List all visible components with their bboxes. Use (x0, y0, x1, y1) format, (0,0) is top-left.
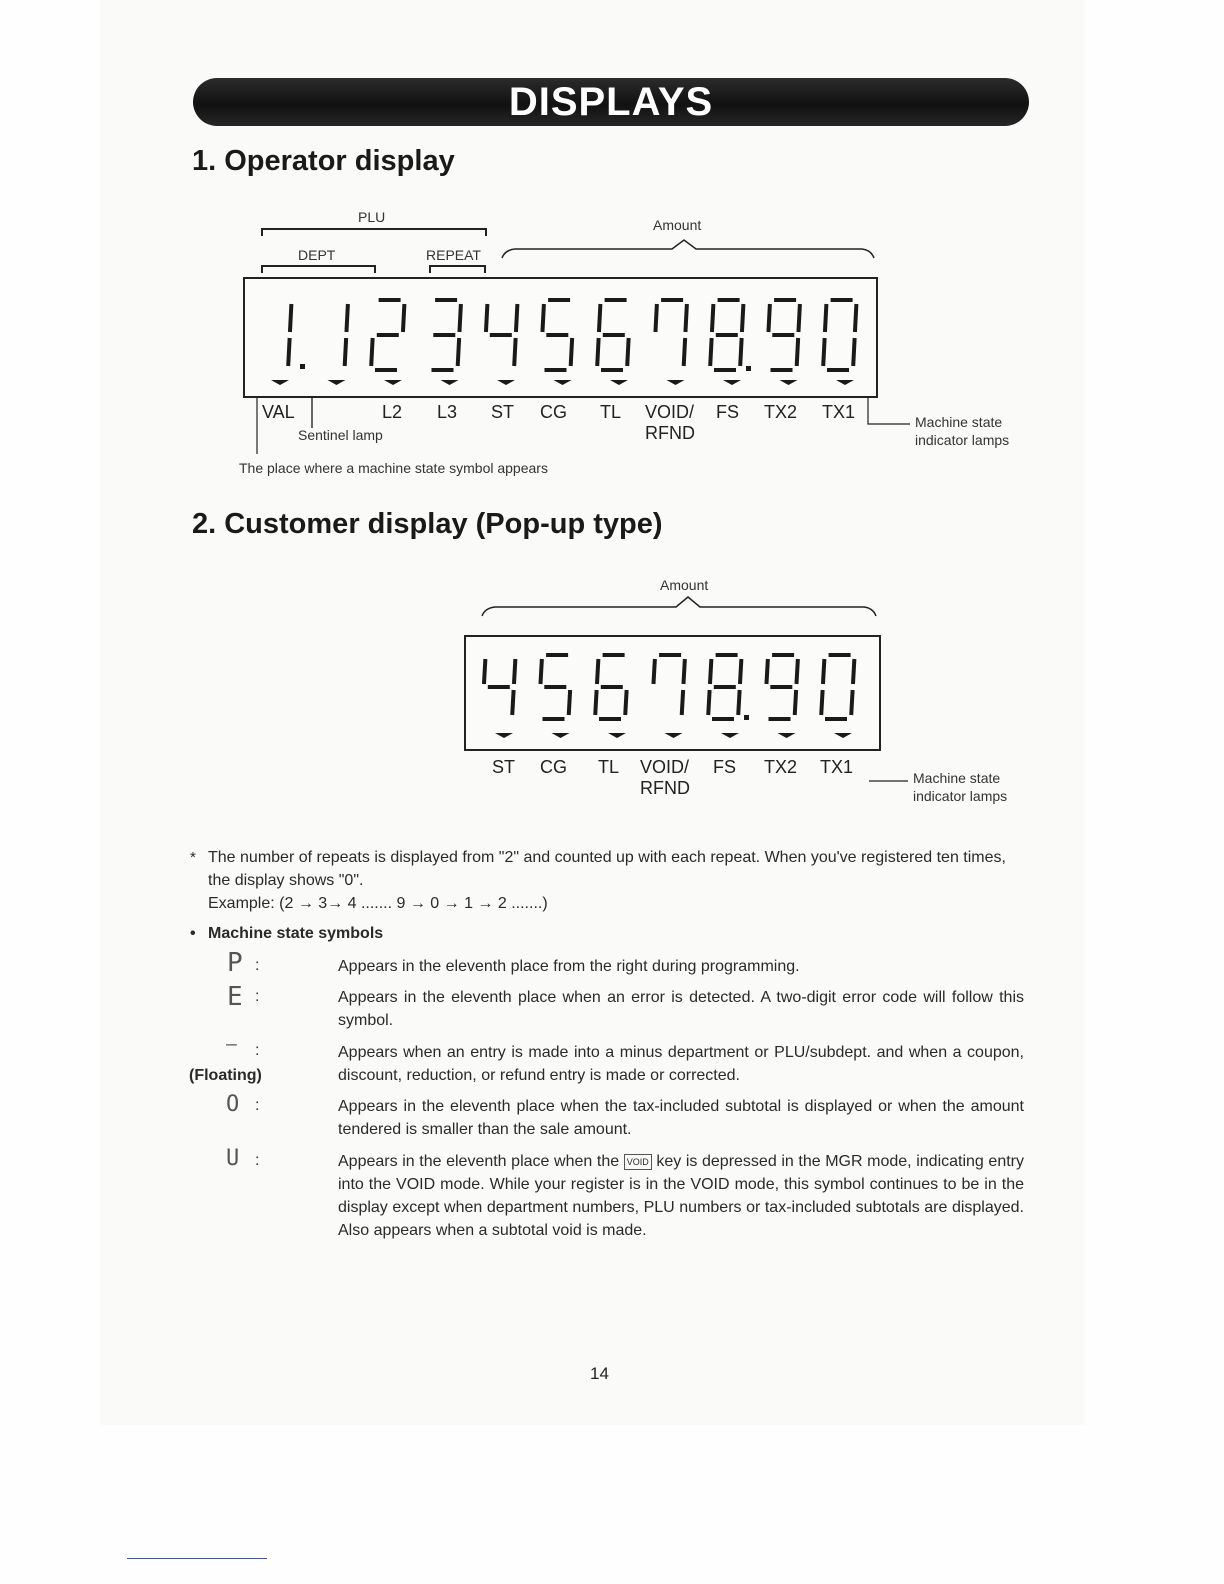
segment-b (683, 659, 684, 684)
segment-f (484, 659, 485, 684)
customer-indicator-label-2: indicator lamps (913, 788, 1008, 804)
segment-c (569, 690, 570, 715)
segment-c (625, 690, 626, 715)
lamp-arrow-icon (721, 733, 739, 738)
symbol-e-description: Appears in the eleventh place when an error is detected. A two-digit error code will follow this symbol. (338, 989, 1024, 1029)
operator-lamp-label: CG (540, 402, 567, 422)
lamp-arrow-icon (608, 733, 626, 738)
repeat-example: Example: (2 → 3→ 4 ....... 9 → 0 → 1 → 2 .......) (208, 895, 548, 912)
symbol-u-description (338, 1150, 1024, 1242)
customer-lamp-label: CG (540, 757, 567, 777)
operator-lamp-label: TX2 (764, 402, 798, 422)
indicator-label-1: Machine state (915, 414, 1003, 430)
symbol-colon: : (255, 1097, 260, 1114)
symbol-colon: : (255, 1152, 260, 1169)
customer-digit (653, 655, 684, 715)
decimal-point (744, 715, 749, 720)
sentinel-lamp-label: Sentinel lamp (298, 427, 383, 443)
customer-lamp-label: VOID/ (640, 757, 690, 777)
machine-state-symbol-label: The place where a machine state symbol appears (239, 460, 548, 476)
customer-lamp-rfnd: RFND (640, 778, 690, 798)
segment-f (823, 659, 824, 684)
segment-b (740, 659, 741, 684)
customer-lamp-label: TL (598, 757, 620, 777)
segment-f (597, 659, 598, 684)
dept-label: DEPT (298, 247, 336, 263)
symbol-p-icon: P (227, 948, 243, 978)
symbols-heading: Machine state symbols (208, 925, 384, 942)
symbol-o-icon: O (226, 1092, 240, 1117)
segment-b (796, 659, 797, 684)
segment-c (738, 690, 739, 715)
customer-digit (708, 655, 749, 720)
section2-heading: 2. Customer display (Pop-up type) (192, 508, 663, 540)
segment-e (595, 690, 596, 715)
customer-digit (540, 655, 570, 719)
symbol-o-description: Appears in the eleventh place when the tax-included subtotal is displayed or when the amount tendered is smaller than the sale amount. (338, 1098, 1024, 1138)
symbol-u-text-before: Appears in the eleventh place when the (338, 1153, 620, 1170)
operator-lamp-label: TX1 (822, 402, 856, 422)
operator-lamp-rfnd: RFND (645, 423, 695, 443)
repeat-note: The number of repeats is displayed from "2" and counted up with each repeat. When you've registered ten times, the display shows "0". (208, 849, 1006, 889)
operator-lamp-label: VOID/ (645, 402, 695, 422)
operator-lamp-label: VAL (262, 402, 295, 422)
customer-lamp-label: TX2 (764, 757, 798, 777)
lamp-arrow-icon (552, 733, 570, 738)
lamp-arrow-icon (665, 733, 683, 738)
segment-c (795, 690, 796, 715)
lamp-arrow-icon (778, 733, 796, 738)
customer-lamp-label: TX1 (820, 757, 854, 777)
bullet-dot-icon: • (190, 925, 196, 942)
floating-label: (Floating) (189, 1067, 262, 1084)
customer-lamp-label: FS (713, 757, 737, 777)
section1-heading: 1. Operator display (192, 145, 455, 177)
bullet-star-icon: * (190, 849, 196, 866)
operator-lamp-label: ST (491, 402, 515, 422)
segment-f (766, 659, 767, 684)
customer-digit (484, 659, 515, 715)
operator-lamp-label: L3 (437, 402, 458, 422)
symbol-colon: : (255, 1042, 260, 1059)
plu-label: PLU (358, 209, 386, 225)
banner-title: DISPLAYS (508, 79, 714, 124)
symbol-p-description: Appears in the eleventh place from the right during programming. (338, 958, 800, 975)
operator-lamp-label: L2 (382, 402, 403, 422)
repeat-label: REPEAT (426, 247, 481, 263)
lamp-arrow-icon (495, 733, 513, 738)
symbol-e-icon: E (227, 982, 243, 1012)
segment-b (514, 659, 515, 684)
segment-f (540, 659, 541, 684)
segment-c (512, 690, 513, 715)
operator-lamp-label: TL (600, 402, 622, 422)
segment-c (682, 690, 683, 715)
symbol-u-text-after: key is depressed in the MGR mode, indicating entry into the VOID mode. While your register is in the VOID mode, this symbol continues to be in the display except when department numbers, PLU numbers or tax-included subtotals are displayed. Also appears when a subtotal void is made. (338, 1153, 1024, 1239)
lamp-arrow-icon (834, 733, 852, 738)
segment-f (653, 659, 654, 684)
segment-c (851, 690, 852, 715)
symbol-minus-icon: – (226, 1034, 237, 1055)
footer-link-underline (127, 1558, 267, 1559)
indicator-label-2: indicator lamps (915, 432, 1010, 448)
void-key-icon: VOID (624, 1154, 652, 1170)
customer-indicator-label-1: Machine state (913, 770, 1001, 786)
symbol-u-icon: U (226, 1146, 240, 1171)
operator-lamp-label: FS (716, 402, 740, 422)
customer-lamp-label: ST (492, 757, 516, 777)
customer-digit (821, 655, 854, 719)
symbol-colon: : (255, 988, 260, 1005)
segment-b (853, 659, 854, 684)
segment-e (821, 690, 822, 715)
customer-digit (595, 655, 626, 719)
segment-e (708, 690, 709, 715)
symbol-minus-description: Appears when an entry is made into a minus department or PLU/subdept. and when a coupon, discount, reduction, or refund entry is made or corrected. (338, 1044, 1024, 1084)
segment-f (710, 659, 711, 684)
page-number: 14 (590, 1364, 609, 1383)
amount-label: Amount (653, 217, 702, 233)
symbol-colon: : (255, 957, 260, 974)
customer-digit (766, 655, 797, 719)
customer-amount-label: Amount (660, 577, 709, 593)
